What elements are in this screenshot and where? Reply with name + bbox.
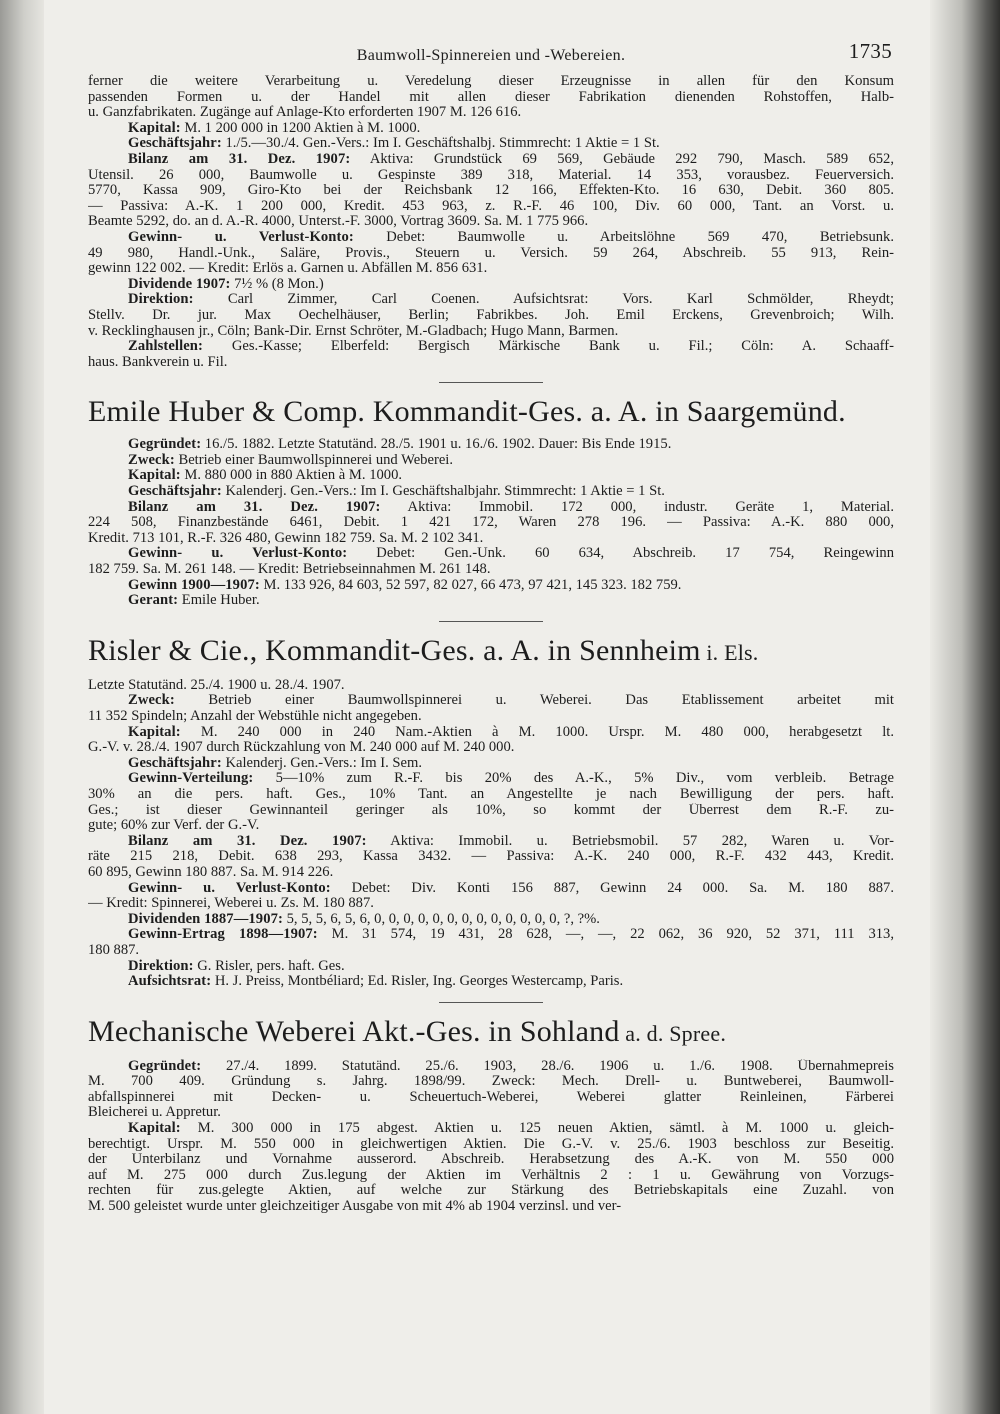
field-text: M. 1 200 000 in 1200 Aktien à M. 1000. <box>180 120 421 136</box>
text-line <box>88 261 894 277</box>
text-line <box>88 1168 894 1184</box>
right-page-edge <box>930 0 1000 1414</box>
company-name: Mechanische Weberei Akt.-Ges. in Sohland <box>88 1014 620 1048</box>
field-text: M. 31 574, 19 431, 28 628, —, —, 22 062, 36 920, 52 371, 111 313, <box>317 927 894 943</box>
field-text: 11 352 Spindeln; Anzahl der Webstühle nicht angegeben. <box>88 709 422 724</box>
text-line <box>88 725 894 741</box>
text-line <box>88 1121 894 1137</box>
field-label: Direktion: <box>128 958 194 974</box>
field-text: Ges.; ist dieser Gewinnanteil geringer als 10%, so kommt der Überrest dem R.-F. zu- <box>88 802 894 818</box>
field-text: Letzte Statutänd. 25./4. 1900 u. 28./4. 1907. <box>88 677 345 693</box>
field-text: Kredit. 713 101, R.-F. 326 480, Gewinn 182 759. Sa. M. 2 102 341. <box>88 530 484 546</box>
text-line <box>88 230 894 246</box>
field-text: 224 508, Finanzbestände 6461, Debit. 1 421 172, Waren 278 196. — Passiva: A.-K. 880 000, <box>88 515 894 531</box>
text-line <box>88 678 894 694</box>
text-line <box>88 1152 894 1168</box>
text-line <box>88 1137 894 1153</box>
field-text: Aktiva: Immobil. 172 000, industr. Geräte 1, Material. <box>380 499 894 515</box>
text-line <box>88 959 894 975</box>
field-text: G.-V. v. 28./4. 1907 durch Rückzahlung von M. 240 000 auf M. 240 000. <box>88 740 515 756</box>
text-line <box>88 152 894 168</box>
text-line <box>88 136 894 152</box>
field-label: Kapital: <box>128 468 181 484</box>
text-line <box>88 927 894 943</box>
field-text: abfallspinnerei mit Decken- u. Scheuertuch-Weberei, Weberei glatter Reinleinen, Färberei <box>88 1089 894 1105</box>
field-label: Bilanz am 31. Dez. 1907: <box>128 151 351 167</box>
field-text: Stellv. Dr. jur. Max Oechelhäuser, Berlin; Fabrikbes. Joh. Emil Erckens, Grevenbroich; Wilh. <box>88 307 894 323</box>
field-text: Utensil. 26 000, Baumwolle u. Gespinste 389 318, Material. 14 353, vorausbez. Feuerversich. <box>88 167 894 183</box>
field-label: Zweck: <box>128 693 175 709</box>
field-text: Aktiva: Immobil. u. Betriebsmobil. 57 282, Waren u. Vor- <box>366 833 894 849</box>
field-text: gewinn 122 002. — Kredit: Erlös a. Garnen u. Abfällen M. 856 631. <box>88 261 488 277</box>
field-label: Kapital: <box>128 120 181 136</box>
field-label: Gewinn- u. Verlust-Konto: <box>128 546 348 562</box>
field-text: 7½ % (8 Mon.) <box>230 276 324 292</box>
running-head <box>88 40 894 74</box>
running-head-title: Baumwoll-Spinnereien und -Webereien. <box>356 47 626 64</box>
field-label: Gerant: <box>128 593 179 609</box>
field-label: Geschäftsjahr: <box>128 755 222 771</box>
text-line <box>88 709 894 725</box>
section-separator <box>439 621 543 622</box>
field-text: Ges.-Kasse; Elberfeld: Bergisch Märkische Bank u. Fil.; Cöln: A. Schaaff- <box>202 339 894 355</box>
company-heading <box>88 395 894 429</box>
field-label: Gegründet: <box>128 437 202 453</box>
section-separator <box>439 382 543 383</box>
text-line <box>88 515 894 531</box>
field-label: Zweck: <box>128 452 175 468</box>
text-line <box>88 756 894 772</box>
field-text: Aktiva: Grundstück 69 569, Gebäude 292 790, Masch. 589 652, <box>350 151 894 167</box>
field-text: Betrieb einer Baumwollspinnerei u. Weberei. Das Etablissement arbeitet mit <box>174 693 894 709</box>
field-label: Kapital: <box>128 1121 181 1137</box>
text-line <box>88 546 894 562</box>
text-line <box>88 468 894 484</box>
field-label: Gewinn-Verteilung: <box>128 771 254 787</box>
company-location-suffix: i. Els. <box>700 639 759 665</box>
field-text: M. 880 000 in 880 Aktien à M. 1000. <box>180 468 403 484</box>
field-label: Dividenden 1887—1907: <box>128 911 283 927</box>
text-line <box>88 199 894 215</box>
text-line: ferner die weitere Verarbeitung u. Veredelung dieser Erzeugnisse in allen für den Konsum <box>88 74 894 89</box>
text-line <box>88 1183 894 1199</box>
text-line <box>88 803 894 819</box>
field-text: der Unterbilanz und Vornahme ausserord. Abschreib. Herabsetzung des A.-K. von M. 550 000 <box>88 1152 894 1168</box>
company-name: Risler & Cie., Kommandit-Ges. a. A. in Sennheim <box>88 633 701 667</box>
field-text: Debet: Gen.-Unk. 60 634, Abschreib. 17 754, Reingewinn <box>347 546 894 562</box>
company-heading <box>88 1015 894 1051</box>
text-line <box>88 578 894 594</box>
text-line <box>88 1199 894 1215</box>
left-page-gutter <box>0 0 44 1414</box>
text-line <box>88 531 894 547</box>
entries <box>88 121 894 1215</box>
text-line <box>88 484 894 500</box>
text-line <box>88 292 894 308</box>
text-line: passenden Formen u. der Handel mit allen dieser Fabrikation dienenden Rohstoffen, Halb- <box>88 89 894 105</box>
text-line <box>88 943 894 959</box>
field-text: 30% an die pers. haft. Ges., 10% Tant. an Angestellte je nach Bewilligung der pers. haft. <box>88 786 894 802</box>
text-line <box>88 308 894 324</box>
field-text: 60 895, Gewinn 180 887. Sa. M. 914 226. <box>88 864 334 880</box>
page-number: 1735 <box>848 39 892 63</box>
intro-paragraph <box>88 74 894 121</box>
field-text: — Kredit: Spinnerei, Weberei u. Zs. M. 180 887. <box>88 896 374 912</box>
text-line <box>88 1074 894 1090</box>
field-text: G. Risler, pers. haft. Ges. <box>193 958 345 974</box>
text-line: u. Ganzfabrikaten. Zugänge auf Anlage-Kto erforderten 1907 M. 126 616. <box>88 105 522 121</box>
text-line <box>88 355 894 371</box>
field-text: gute; 60% zur Verf. der G.-V. <box>88 818 260 834</box>
text-line <box>88 324 894 340</box>
field-text: 5, 5, 5, 6, 5, 6, 0, 0, 0, 0, 0, 0, 0, 0, 0, 0, 0, 0, 0, ?, ?%. <box>282 911 600 927</box>
field-text: räte 215 218, Debit. 638 293, Kassa 3432. — Passiva: A.-K. 240 000, R.-F. 432 443, Kredit. <box>88 849 894 865</box>
field-text: berechtigt. Urspr. M. 550 000 in gleichwertigen Aktien. Die G.-V. v. 25./6. 1903 beschloss zur Beseitig. <box>88 1136 894 1152</box>
field-label: Gegründet: <box>128 1058 202 1074</box>
field-text: Kalenderj. Gen.-Vers.: Im I. Sem. <box>221 755 423 771</box>
field-text: 5—10% zum R.-F. bis 20% des A.-K., 5% Div., vom verbleib. Betrage <box>253 771 894 787</box>
field-label: Gewinn 1900—1907: <box>128 577 260 593</box>
text-line <box>88 562 894 578</box>
field-text: 182 759. Sa. M. 261 148. — Kredit: Betriebseinnahmen M. 261 148. <box>88 562 491 578</box>
field-text: auf M. 275 000 durch Zus.legung der Aktien im Verhältnis 2 : 1 u. Gewährung von Vorzugs- <box>88 1167 894 1183</box>
field-text: M. 133 926, 84 603, 52 597, 82 027, 66 473, 97 421, 145 323. 182 759. <box>259 577 682 593</box>
field-text: Debet: Baumwolle u. Arbeitslöhne 569 470, Betriebsunk. <box>353 229 894 245</box>
field-text: 49 980, Handl.-Unk., Saläre, Provis., Steuern u. Versich. 59 264, Abschreib. 55 913, Rein- <box>88 245 894 261</box>
text-line <box>88 500 894 516</box>
text-line <box>88 453 894 469</box>
field-label: Zahlstellen: <box>128 339 203 355</box>
field-text: Bleicherei u. Appretur. <box>88 1105 221 1121</box>
text-line <box>88 787 894 803</box>
document-page <box>88 40 894 1400</box>
text-line <box>88 818 894 834</box>
field-text: Emile Huber. <box>178 593 260 609</box>
text-line <box>88 168 894 184</box>
text-line <box>88 183 894 199</box>
text-line <box>88 693 894 709</box>
field-text: — Passiva: A.-K. 1 200 000, Kredit. 453 963, z. R.-F. 46 100, Div. 60 000, Tant. an Vorst. u. <box>88 198 894 214</box>
text-line <box>88 214 894 230</box>
text-line <box>88 834 894 850</box>
field-text: Beamte 5292, do. an d. A.-R. 4000, Unterst.-F. 3000, Vortrag 3609. Sa. M. 1 775 966. <box>88 214 589 230</box>
text-line <box>88 1059 894 1075</box>
field-text: 16./5. 1882. Letzte Statutänd. 28./5. 1901 u. 16./6. 1902. Dauer: Bis Ende 1915. <box>201 437 672 453</box>
field-label: Bilanz am 31. Dez. 1907: <box>128 833 367 849</box>
field-text: Kalenderj. Gen.-Vers.: Im I. Geschäftshalbjahr. Stimmrecht: 1 Aktie = 1 St. <box>221 484 665 500</box>
field-label: Dividende 1907: <box>128 276 231 292</box>
field-label: Gewinn-Ertrag 1898—1907: <box>128 927 318 943</box>
text-line <box>88 1105 894 1121</box>
field-text: haus. Bankverein u. Fil. <box>88 354 228 370</box>
company-heading <box>88 634 894 670</box>
field-text: M. 700 409. Gründung s. Jahrg. 1898/99. Zweck: Mech. Drell- u. Buntweberei, Baumwoll- <box>88 1074 894 1090</box>
field-text: 1./5.—30./4. Gen.-Vers.: Im I. Geschäftshalbj. Stimmrecht: 1 Aktie = 1 St. <box>221 136 660 152</box>
text-line <box>88 849 894 865</box>
text-line <box>88 121 894 137</box>
text-line <box>88 593 894 609</box>
field-label: Gewinn- u. Verlust-Konto: <box>128 229 354 245</box>
text-line <box>88 974 894 990</box>
section-separator <box>439 1002 543 1003</box>
field-text: Debet: Div. Konti 156 887, Gewinn 24 000. Sa. M. 180 887. <box>330 880 894 896</box>
field-text: Betrieb einer Baumwollspinnerei und Weberei. <box>174 452 453 468</box>
text-line <box>88 912 894 928</box>
text-line <box>88 881 894 897</box>
field-text: Carl Zimmer, Carl Coenen. Aufsichtsrat: Vors. Karl Schmölder, Rheydt; <box>193 292 894 308</box>
field-text: M. 240 000 in 240 Nam.-Aktien à M. 1000. Urspr. M. 480 000, herabgesetzt lt. <box>180 724 894 740</box>
text-line <box>88 246 894 262</box>
text-line <box>88 339 894 355</box>
field-text: 27./4. 1899. Statutänd. 25./6. 1903, 28./6. 1906 u. 1./6. 1908. Übernahmepreis <box>201 1058 894 1074</box>
field-text: v. Recklinghausen jr., Cöln; Bank-Dir. Ernst Schröter, M.-Gladbach; Hugo Mann, Barmen. <box>88 323 619 339</box>
field-label: Geschäftsjahr: <box>128 484 222 500</box>
field-label: Bilanz am 31. Dez. 1907: <box>128 499 381 515</box>
field-text: 180 887. <box>88 942 140 958</box>
field-text: 5770, Kassa 909, Giro-Kto bei der Reichsbank 12 166, Effekten-Kto. 16 630, Debit. 360 805. <box>88 183 894 199</box>
field-text: H. J. Preiss, Montbéliard; Ed. Risler, Ing. Georges Westercamp, Paris. <box>211 974 624 990</box>
text-line <box>88 1090 894 1106</box>
text-line <box>88 771 894 787</box>
field-label: Kapital: <box>128 724 181 740</box>
field-text: M. 300 000 in 175 abgest. Aktien u. 125 neuen Aktien, sämtl. à M. 1000 u. gleich- <box>180 1121 894 1137</box>
text-line <box>88 740 894 756</box>
company-location-suffix: a. d. Spree. <box>619 1020 727 1046</box>
field-text: rechten für zus.gelegte Aktien, auf welche zur Stärkung des Betriebskapitals eine Zuzahl. von <box>88 1183 894 1199</box>
text-line <box>88 437 894 453</box>
company-name: Emile Huber & Comp. Kommandit-Ges. a. A. in Saargemünd. <box>88 395 846 429</box>
text-line <box>88 865 894 881</box>
text-line <box>88 277 894 293</box>
text-line <box>88 896 894 912</box>
field-text: M. 500 geleistet wurde unter gleichzeitiger Ausgabe von mit 4% ab 1904 verzinsl. und ver- <box>88 1199 622 1215</box>
field-label: Gewinn- u. Verlust-Konto: <box>128 880 331 896</box>
field-label: Direktion: <box>128 292 194 308</box>
field-label: Geschäftsjahr: <box>128 136 222 152</box>
field-label: Aufsichtsrat: <box>128 974 212 990</box>
